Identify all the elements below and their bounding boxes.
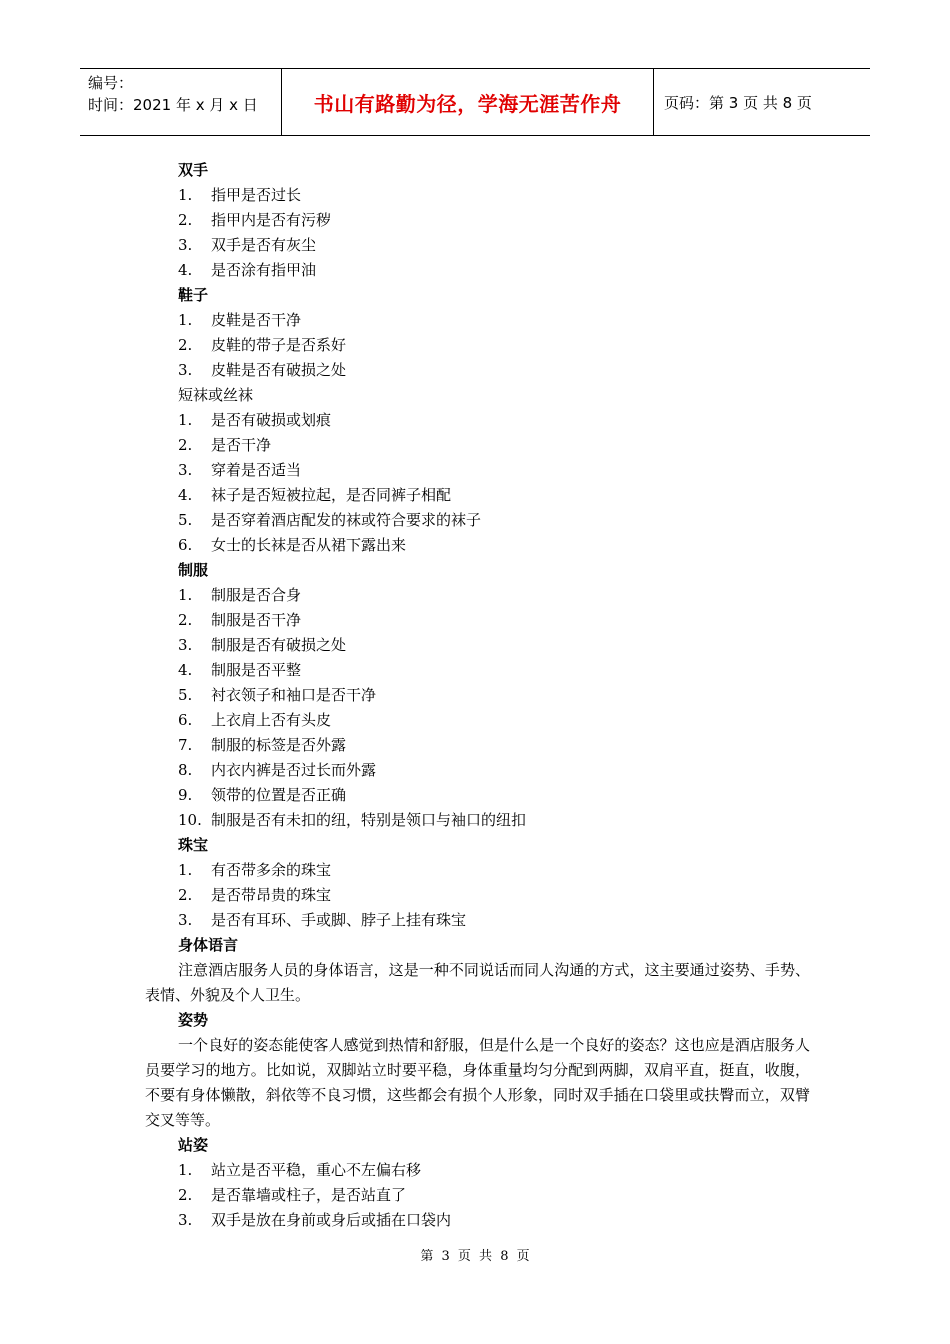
list-item-text: 内衣内裤是否过长而外露 — [211, 761, 377, 779]
page-header — [80, 68, 870, 136]
list-item-number: 4. — [178, 486, 193, 504]
list-item-text: 双手是放在身前或身后或插在口袋内 — [211, 1211, 452, 1229]
list-item-text: 皮鞋的带子是否系好 — [211, 336, 347, 354]
list-item-number: 6. — [178, 711, 193, 729]
list-item-text: 女士的长袜是否从裙下露出来 — [211, 536, 407, 554]
list-item-text: 穿着是否适当 — [211, 461, 302, 479]
section-heading: 制服 — [178, 561, 209, 579]
list-item — [145, 1158, 810, 1183]
list-item — [145, 508, 810, 533]
list-item-text: 制服是否合身 — [211, 586, 302, 604]
list-item — [145, 433, 810, 458]
list-item-text: 制服的标签是否外露 — [211, 736, 347, 754]
list-item-text: 衬衣领子和袖口是否干净 — [211, 686, 377, 704]
list-item-number: 4. — [178, 261, 193, 279]
list-item-text: 制服是否平整 — [211, 661, 302, 679]
list-item — [145, 608, 810, 633]
list-item — [145, 758, 810, 783]
list-item-text: 制服是否有未扣的纽，特别是领口与袖口的纽扣 — [211, 811, 527, 829]
list-item-text: 皮鞋是否干净 — [211, 311, 302, 329]
header-page-label: 页码：第 3 页 共 8 页 — [664, 93, 812, 112]
list-item-number: 2. — [178, 211, 193, 229]
list-item-text: 是否穿着酒店配发的袜或符合要求的袜子 — [211, 511, 482, 529]
section-heading: 站姿 — [178, 1136, 209, 1154]
list-item — [145, 858, 810, 883]
section-heading: 双手 — [178, 161, 209, 179]
list-item-text: 是否靠墙或柱子，是否站直了 — [211, 1186, 407, 1204]
list-item — [145, 1208, 810, 1233]
list-item-number: 5. — [178, 511, 193, 529]
list-item-text: 领带的位置是否正确 — [211, 786, 347, 804]
list-item — [145, 258, 810, 283]
list-item — [145, 333, 810, 358]
list-item — [145, 708, 810, 733]
list-item — [145, 483, 810, 508]
list-item-number: 2. — [178, 886, 193, 904]
list-item — [145, 808, 810, 833]
list-item-text: 是否有耳环、手或脚、脖子上挂有珠宝 — [211, 911, 467, 929]
list-item — [145, 633, 810, 658]
list-item — [145, 883, 810, 908]
list-item — [145, 208, 810, 233]
list-item-number: 1. — [178, 586, 193, 604]
list-item — [145, 183, 810, 208]
list-item-number: 3. — [178, 461, 193, 479]
list-item-number: 1. — [178, 186, 193, 204]
list-item-number: 7. — [178, 736, 193, 754]
list-item-text: 是否涂有指甲油 — [211, 261, 317, 279]
list-item-number: 2. — [178, 436, 193, 454]
section-heading: 身体语言 — [178, 936, 239, 954]
list-item-text: 双手是否有灰尘 — [211, 236, 317, 254]
list-item — [145, 458, 810, 483]
header-number-label: 编号： — [88, 74, 134, 92]
list-item — [145, 358, 810, 383]
section-heading: 鞋子 — [178, 286, 209, 304]
list-item-number: 3. — [178, 236, 193, 254]
list-item — [145, 1183, 810, 1208]
list-item-number: 2. — [178, 336, 193, 354]
list-item-number: 1. — [178, 411, 193, 429]
header-motto: 书山有路勤为径，学海无涯苦作舟 — [282, 69, 654, 135]
list-item-number: 1. — [178, 311, 193, 329]
list-item-number: 3. — [178, 1211, 193, 1229]
list-item-text: 是否带昂贵的珠宝 — [211, 886, 332, 904]
list-item-number: 9. — [178, 786, 193, 804]
list-item — [145, 783, 810, 808]
list-item-number: 1. — [178, 861, 193, 879]
list-item — [145, 733, 810, 758]
list-item-number: 3. — [178, 636, 193, 654]
list-item-number: 2. — [178, 1186, 193, 1204]
list-item — [145, 233, 810, 258]
list-item-number: 6. — [178, 536, 193, 554]
page-footer: 第 3 页 共 8 页 — [420, 1249, 530, 1264]
list-item — [145, 308, 810, 333]
header-date-label: 时间：2021 年 x 月 x 日 — [88, 96, 258, 114]
document-body — [145, 158, 810, 1233]
list-item-text: 袜子是否短被拉起，是否同裤子相配 — [211, 486, 452, 504]
list-item-text: 有否带多余的珠宝 — [211, 861, 332, 879]
list-item-number: 8. — [178, 761, 193, 779]
list-item-number: 4. — [178, 661, 193, 679]
list-item-text: 上衣肩上否有头皮 — [211, 711, 332, 729]
list-item — [145, 583, 810, 608]
list-item — [145, 658, 810, 683]
list-item-number: 3. — [178, 911, 193, 929]
list-item-text: 制服是否有破损之处 — [211, 636, 347, 654]
list-item-number: 2. — [178, 611, 193, 629]
list-item-number: 1. — [178, 1161, 193, 1179]
list-item-number: 3. — [178, 361, 193, 379]
list-item-number: 5. — [178, 686, 193, 704]
list-item — [145, 683, 810, 708]
subsection-label: 短袜或丝袜 — [178, 386, 254, 404]
list-item — [145, 908, 810, 933]
list-item-number: 10. — [178, 811, 202, 829]
paragraph: 一个良好的姿态能使客人感觉到热情和舒服，但是什么是一个良好的姿态？这也应是酒店服务人员要学习的地方。比如说，双脚站立时要平稳，身体重量均匀分配到两脚，双肩平直，挺直，收腹，不要有身体懒散，斜依等不良习惯，这些都会有损个人形象，同时双手插在口袋里或扶臀而立，双臂交叉等等。 — [145, 1036, 810, 1129]
section-heading: 姿势 — [178, 1011, 209, 1029]
list-item-text: 是否有破损或划痕 — [211, 411, 332, 429]
list-item-text: 指甲内是否有污秽 — [211, 211, 332, 229]
list-item-text: 制服是否干净 — [211, 611, 302, 629]
list-item-text: 指甲是否过长 — [211, 186, 302, 204]
section-heading: 珠宝 — [178, 836, 209, 854]
list-item-text: 皮鞋是否有破损之处 — [211, 361, 347, 379]
list-item — [145, 533, 810, 558]
list-item-text: 是否干净 — [211, 436, 272, 454]
list-item — [145, 408, 810, 433]
list-item-text: 站立是否平稳，重心不左偏右移 — [211, 1161, 422, 1179]
paragraph: 注意酒店服务人员的身体语言，这是一种不同说话而同人沟通的方式，这主要通过姿势、手势、表情、外貌及个人卫生。 — [145, 961, 810, 1004]
header-meta — [80, 69, 282, 135]
